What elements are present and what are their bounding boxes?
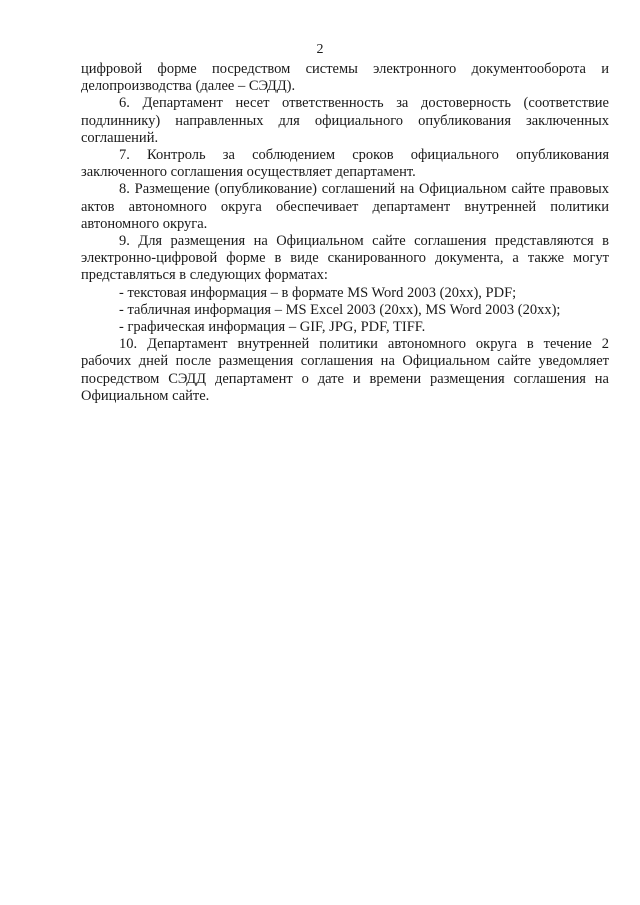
format-item-table: - табличная информация – MS Excel 2003 (20xx), MS Word 2003 (20xx); — [119, 301, 561, 318]
paragraph-9: 9. Для размещения на Официальном сайте соглашения представляются в электронно-цифровой форме в виде сканированного документа, а также могут представляться в следующих форматах: — [81, 233, 609, 284]
paragraph-continuation: цифровой форме посредством системы электронного документооборота и делопроизводства (далее – СЭДД). — [81, 61, 609, 95]
page-number: 2 — [316, 42, 324, 57]
format-item-graphic: - графическая информация – GIF, JPG, PDF, TIFF. — [119, 319, 426, 336]
paragraph-6: 6. Департамент несет ответственность за достоверность (соответствие подлиннику) направленных для официального опубликования заключенных соглашений. — [81, 95, 609, 146]
document-body — [81, 61, 609, 405]
paragraph-7: 7. Контроль за соблюдением сроков официального опубликования заключенного соглашения осуществляет департамент. — [81, 147, 609, 181]
paragraph-10: 10. Департамент внутренней политики автономного округа в течение 2 рабочих дней после размещения соглашения на Официальном сайте уведомляет посредством СЭДД департамент о дате и времени размещения соглашения на Официальном сайте. — [81, 336, 609, 404]
paragraph-8: 8. Размещение (опубликование) соглашений на Официальном сайте правовых актов автономного округа обеспечивает департамент внутренней политики автономного округа. — [81, 181, 609, 232]
format-item-text: - текстовая информация – в формате MS Word 2003 (20xx), PDF; — [119, 284, 517, 301]
